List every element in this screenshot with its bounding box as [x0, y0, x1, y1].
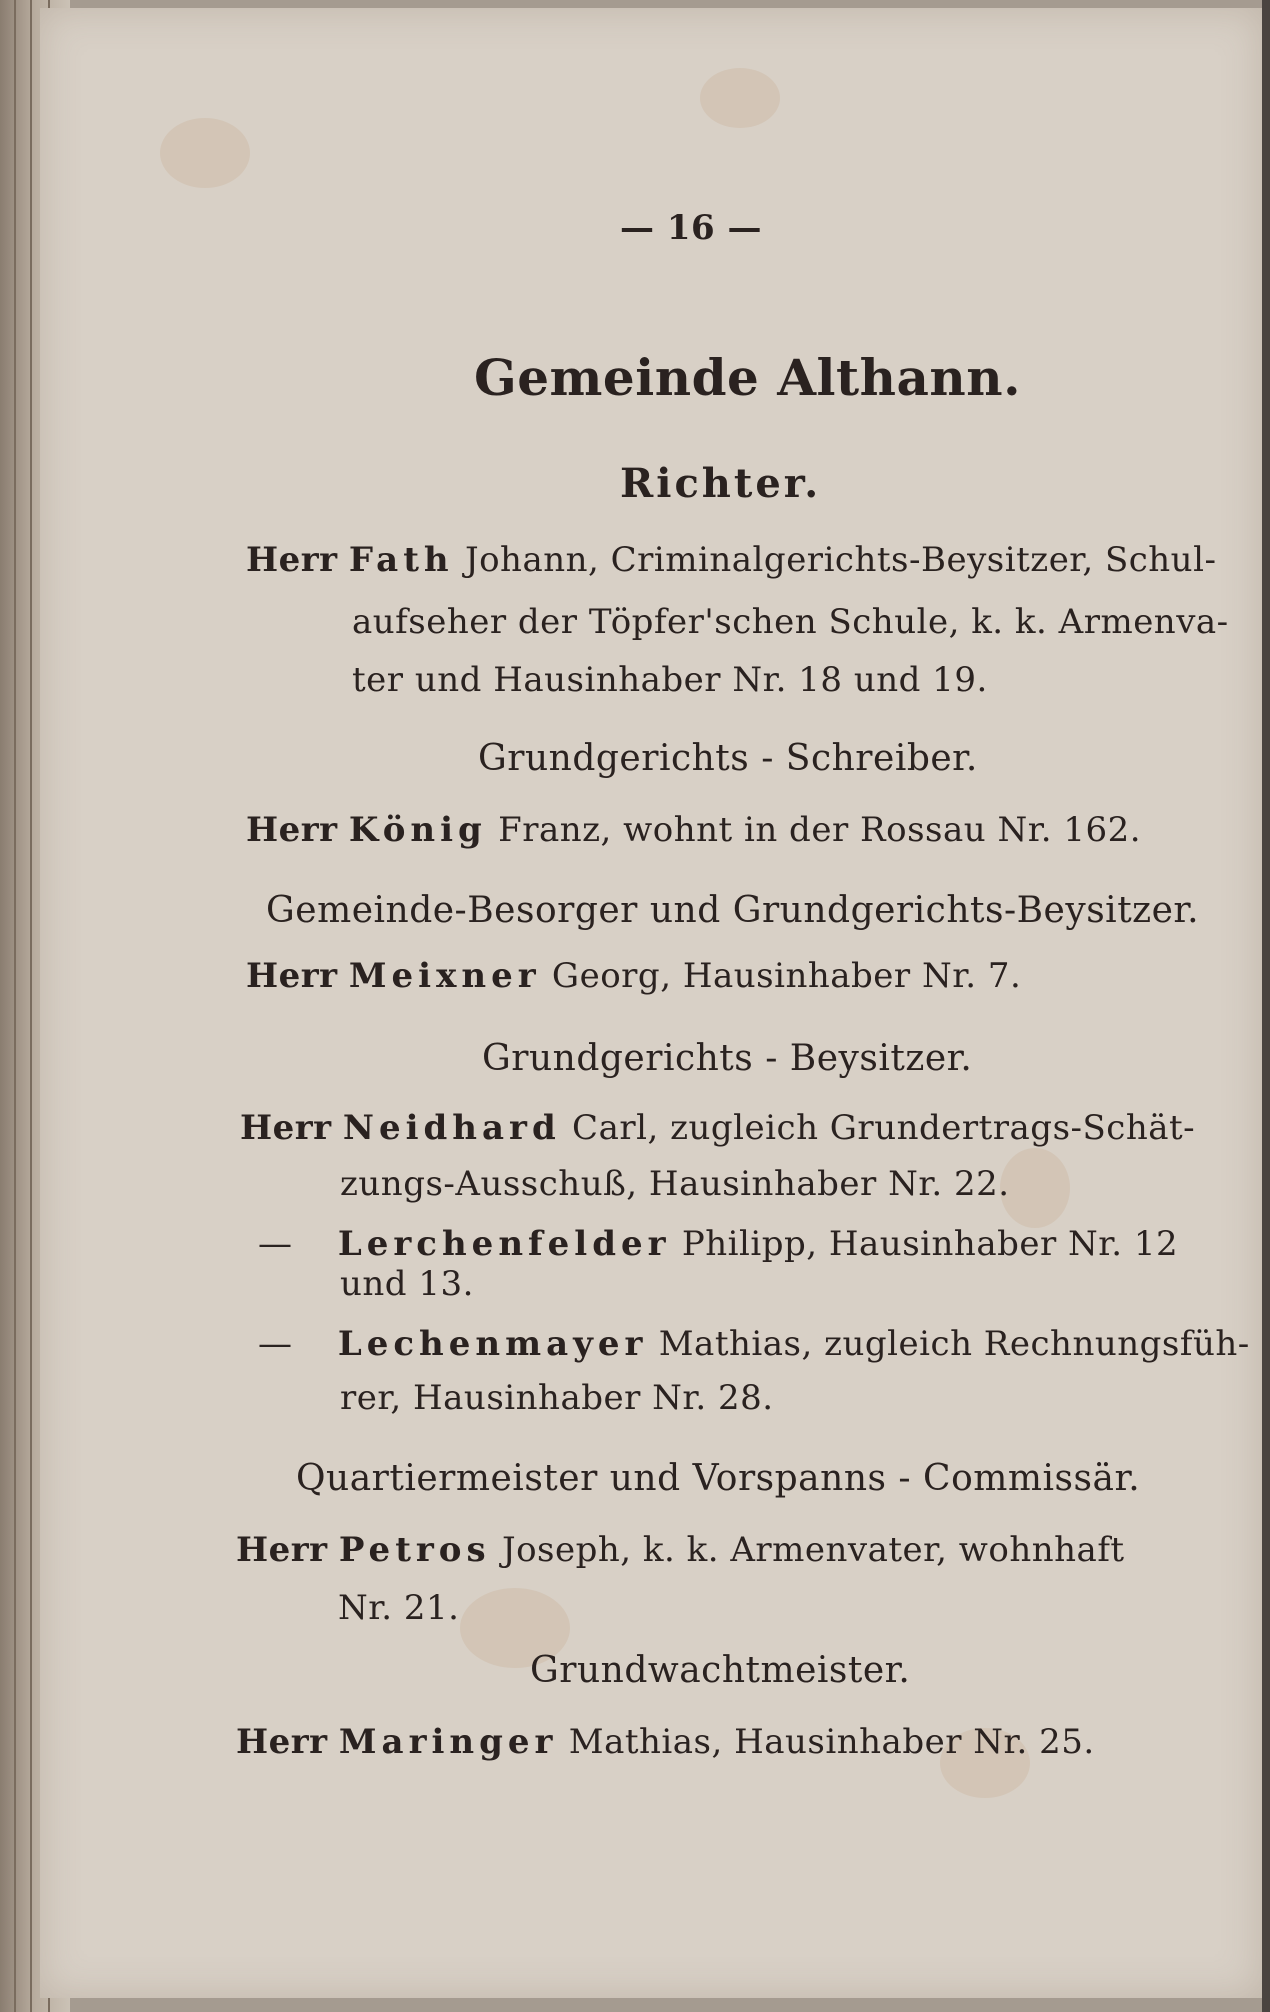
- entry-continuation: zungs-Ausschuß, Hausinhaber Nr. 22.: [340, 1164, 1010, 1204]
- entry-continuation: rer, Hausinhaber Nr. 28.: [340, 1378, 774, 1418]
- entry-continuation: aufseher der Töpfer'schen Schule, k. k. Armenva-: [352, 602, 1229, 642]
- title-herr: Herr: [236, 1722, 328, 1762]
- entry-continuation: Nr. 21.: [338, 1588, 460, 1628]
- section-heading-richter: Richter.: [620, 460, 822, 507]
- entry-text: Johann, Criminalgerichts-Beysitzer, Schul-: [453, 540, 1217, 580]
- page-title: Gemeinde Althann.: [474, 348, 1022, 407]
- entry-line: [246, 810, 1141, 850]
- entry-text: Georg, Hausinhaber Nr. 7.: [540, 956, 1022, 996]
- entry-continuation: und 13.: [340, 1264, 474, 1304]
- person-surname: Petros: [338, 1530, 491, 1570]
- section-heading-quartiermeister: Quartiermeister und Vorspanns - Commissär.: [296, 1458, 1141, 1499]
- entry-text: Mathias, Hausinhaber Nr. 25.: [557, 1722, 1095, 1762]
- entry-text: Franz, wohnt in der Rossau Nr. 162.: [486, 810, 1142, 850]
- section-heading-besorger: Gemeinde-Besorger und Grundgerichts-Beysitzer.: [266, 890, 1200, 931]
- ditto-dash: —: [258, 1224, 293, 1264]
- person-surname: Lechenmayer: [337, 1324, 648, 1364]
- ditto-dash: —: [258, 1324, 293, 1364]
- entry-text: Philipp, Hausinhaber Nr. 12: [670, 1224, 1179, 1264]
- entry-line: [258, 1324, 1250, 1364]
- entry-line: [258, 1224, 1178, 1264]
- entry-line: [236, 1722, 1095, 1762]
- title-herr: Herr: [240, 1108, 332, 1148]
- entry-text: Mathias, zugleich Rechnungsfüh-: [647, 1324, 1250, 1364]
- person-surname: Meixner: [348, 956, 541, 996]
- person-surname: Neidhard: [342, 1108, 561, 1148]
- title-herr: Herr: [246, 540, 338, 580]
- person-surname: König: [348, 810, 487, 850]
- section-heading-schreiber: Grundgerichts - Schreiber.: [478, 738, 978, 779]
- page-number: — 16 —: [620, 208, 762, 248]
- section-heading-beysitzer: Grundgerichts - Beysitzer.: [482, 1038, 973, 1079]
- entry-line: [246, 540, 1216, 580]
- title-herr: Herr: [246, 956, 338, 996]
- person-surname: Maringer: [338, 1722, 558, 1762]
- entry-text: Joseph, k. k. Armenvater, wohnhaft: [490, 1530, 1125, 1570]
- entry-continuation: ter und Hausinhaber Nr. 18 und 19.: [352, 660, 988, 700]
- entry-line: [236, 1530, 1125, 1570]
- entry-line: [246, 956, 1021, 996]
- title-herr: Herr: [236, 1530, 328, 1570]
- entry-text: Carl, zugleich Grundertrags-Schät-: [560, 1108, 1196, 1148]
- person-surname: Lerchenfelder: [337, 1224, 671, 1264]
- entry-line: [240, 1108, 1195, 1148]
- person-surname: Fath: [348, 540, 454, 580]
- section-heading-grundwachtmeister: Grundwachtmeister.: [530, 1650, 911, 1691]
- title-herr: Herr: [246, 810, 338, 850]
